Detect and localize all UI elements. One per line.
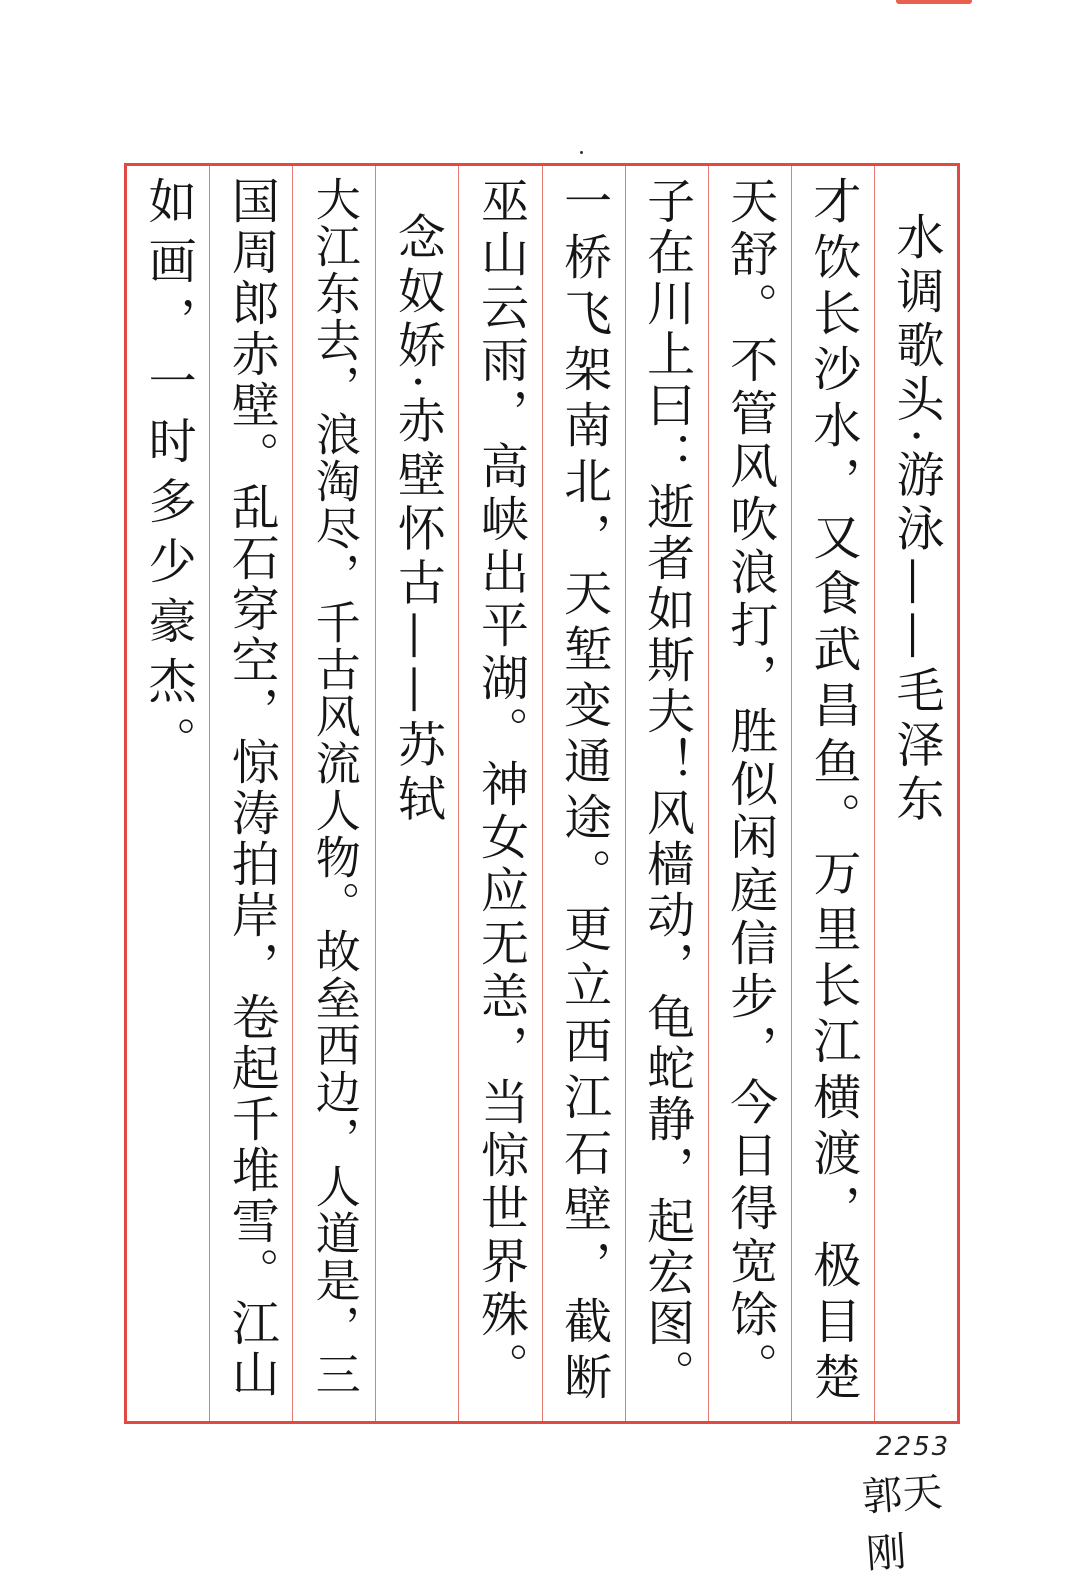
column-10 xyxy=(127,166,209,1421)
poem-line: 如画，一时多少豪杰。 xyxy=(140,176,197,776)
corner-mark xyxy=(896,0,972,4)
column-6 xyxy=(458,166,541,1421)
page-number: 2253 xyxy=(876,1432,951,1462)
poem-line: 天舒。不管风吹浪打，胜似闲庭信步，今日得宽馀。 xyxy=(721,176,778,1395)
column-5 xyxy=(542,166,625,1421)
column-8 xyxy=(292,166,375,1421)
column-1 xyxy=(874,166,957,1421)
column-9 xyxy=(209,166,292,1421)
poem-line: 子在川上曰：逝者如斯夫！风樯动，龟蛇静，起宏图。 xyxy=(638,176,695,1400)
poem-line: 才饮长沙水，又食武昌鱼。万里长江横渡，极目楚 xyxy=(804,176,861,1408)
column-7 xyxy=(375,166,458,1421)
column-3 xyxy=(708,166,791,1421)
poem-title-shuidiaogetou: 水调歌头·游泳——毛泽东 xyxy=(887,212,944,828)
column-2 xyxy=(791,166,874,1421)
manuscript-grid xyxy=(124,163,960,1424)
poem-line: 国周郎赤壁。乱石穿空，惊涛拍岸，卷起千堆雪。江山 xyxy=(223,176,280,1400)
ink-dot xyxy=(580,151,583,154)
author-signature: 郭天刚 xyxy=(860,1469,944,1578)
poem-line: 一桥飞架南北，天堑变通途。更立西江石壁，截断 xyxy=(555,176,612,1408)
column-4 xyxy=(625,166,708,1421)
poem-title-niannujiao: 念奴娇·赤壁怀古——苏轼 xyxy=(389,212,446,828)
poem-line: 巫山云雨，高峡出平湖。神女应无恙，当惊世界殊。 xyxy=(472,176,529,1395)
poem-line: 大江东去，浪淘尽，千古风流人物。故垒西边，人道是，三 xyxy=(307,176,361,1398)
